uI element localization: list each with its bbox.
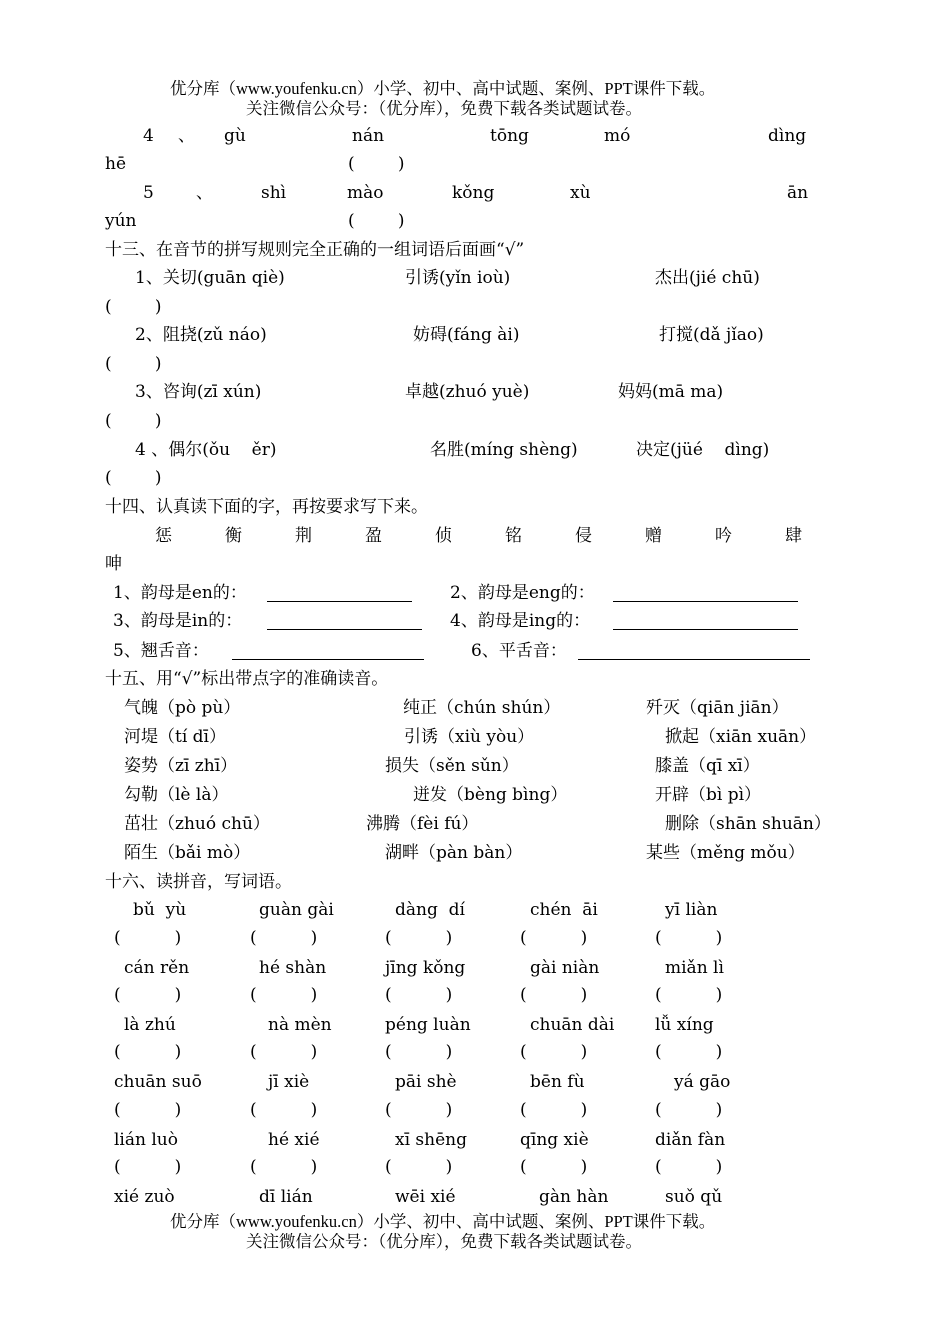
syllable: xù: [570, 183, 591, 203]
reading-option: 勾勒（lè là）: [124, 785, 229, 805]
answer-paren[interactable]: ( ): [385, 1100, 453, 1120]
item-label: 4、韵母是ing的：: [450, 611, 591, 631]
answer-paren[interactable]: ( ): [105, 468, 162, 488]
reading-option: 开辟（bì pì）: [655, 785, 762, 805]
syllable: yún: [105, 211, 137, 231]
syllable: tōng: [490, 126, 529, 146]
answer-paren[interactable]: ( ): [520, 1100, 588, 1120]
char: 呻: [105, 554, 122, 574]
word-option: 3、咨询(zī xún): [135, 382, 262, 402]
word-option: 妨碍(fáng ài): [413, 325, 520, 345]
pinyin-word: nà mèn: [268, 1015, 332, 1035]
reading-option: 迸发（bèng bìng）: [413, 785, 568, 805]
pinyin-word: là zhú: [124, 1015, 176, 1035]
pinyin-word: gàn hàn: [539, 1187, 609, 1207]
word-option: 决定(jüé dìng): [636, 440, 770, 460]
char: 衡: [225, 526, 242, 546]
pinyin-word: gài niàn: [530, 958, 600, 978]
answer-line[interactable]: [267, 586, 412, 602]
pinyin-word: dī lián: [259, 1187, 313, 1207]
pinyin-word: pāi shè: [395, 1072, 457, 1092]
pinyin-word: bēn fù: [530, 1072, 585, 1092]
pinyin-word: péng luàn: [385, 1015, 471, 1035]
word-option: 名胜(míng shèng): [430, 440, 578, 460]
syllable: shì: [261, 183, 287, 203]
answer-paren[interactable]: ( ): [105, 354, 162, 374]
reading-option: 气魄（pò pù）: [124, 698, 241, 718]
reading-option: 引诱（xiù yòu）: [404, 727, 535, 747]
pinyin-word: chuān suō: [114, 1072, 202, 1092]
reading-option: 某些（měng mǒu）: [646, 843, 805, 863]
answer-line[interactable]: [613, 586, 798, 602]
word-option: 引诱(yǐn ioù): [405, 268, 511, 288]
answer-paren[interactable]: ( ): [385, 1042, 453, 1062]
syllable: nán: [352, 126, 385, 146]
pinyin-word: dàng dí: [395, 900, 465, 920]
reading-option: 删除（shān shuān）: [665, 814, 831, 834]
char: 侦: [435, 526, 452, 546]
syllable: dìng: [768, 126, 807, 146]
syllable: gù: [224, 126, 246, 146]
reading-option: 膝盖（qī xī）: [655, 756, 760, 776]
pinyin-word: bǔ yù: [133, 900, 187, 920]
answer-paren[interactable]: ( ): [114, 1157, 182, 1177]
item-label: 2、韵母是eng的：: [450, 583, 595, 603]
answer-paren[interactable]: ( ): [114, 928, 182, 948]
item-label: 3、韵母是in的：: [113, 611, 243, 631]
answer-paren[interactable]: ( ): [385, 928, 453, 948]
reading-option: 河堤（tí dī）: [124, 727, 226, 747]
char: 赠: [645, 526, 662, 546]
word-option: 卓越(zhuó yuè): [405, 382, 530, 402]
word-option: 杰出(jié chū): [655, 268, 760, 288]
pinyin-word: cán rěn: [124, 958, 190, 978]
answer-paren[interactable]: ( ): [250, 1100, 318, 1120]
reading-option: 歼灭（qiān jiān）: [646, 698, 789, 718]
reading-option: 掀起（xiān xuān）: [665, 727, 817, 747]
pinyin-word: jī xiè: [268, 1072, 310, 1092]
pinyin-word: jīng kǒng: [385, 958, 466, 978]
answer-paren[interactable]: ( ): [385, 985, 453, 1005]
item-label: 5、翘舌音：: [113, 641, 209, 661]
reading-option: 陌生（bǎi mò）: [124, 843, 251, 863]
answer-paren[interactable]: ( ): [655, 1042, 723, 1062]
answer-paren[interactable]: ( ): [520, 1157, 588, 1177]
answer-line[interactable]: [578, 644, 810, 660]
pinyin-word: chuān dài: [530, 1015, 615, 1035]
reading-option: 茁壮（zhuó chū）: [124, 814, 270, 834]
pinyin-word: xié zuò: [114, 1187, 175, 1207]
question-number: 5: [143, 183, 154, 203]
pinyin-word: hé xié: [268, 1130, 320, 1150]
answer-line[interactable]: [613, 614, 798, 630]
char: 惩: [155, 526, 172, 546]
answer-paren[interactable]: ( ): [385, 1157, 453, 1177]
footer-line-1: 优分库（www.youfenku.cn）小学、初中、高中试题、案例、PPT课件下载。: [170, 1212, 716, 1231]
pinyin-word: xī shēng: [395, 1130, 467, 1150]
item-label: 6、平舌音：: [471, 641, 567, 661]
separator: 、: [196, 183, 213, 203]
syllable: ān: [787, 183, 809, 203]
char: 吟: [715, 526, 732, 546]
word-option: 1、关切(guān qiè): [135, 268, 285, 288]
pinyin-word: guàn gài: [259, 900, 334, 920]
answer-paren[interactable]: ( ): [105, 411, 162, 431]
separator: 、: [178, 126, 195, 146]
answer-paren[interactable]: ( ): [520, 928, 588, 948]
question-number: 4: [143, 126, 154, 146]
answer-paren[interactable]: ( ): [655, 928, 723, 948]
answer-paren[interactable]: ( ): [348, 211, 405, 231]
pinyin-word: hé shàn: [259, 958, 327, 978]
item-label: 1、韵母是en的：: [113, 583, 247, 603]
answer-paren[interactable]: ( ): [348, 154, 405, 174]
section-16-title: 十六、读拼音，写词语。: [105, 872, 292, 892]
char: 铭: [505, 526, 522, 546]
word-option: 4 、偶尔(ǒu ěr): [135, 440, 277, 460]
char: 荆: [295, 526, 312, 546]
answer-paren[interactable]: ( ): [250, 928, 318, 948]
header-line-2: 关注微信公众号：（优分库），免费下载各类试题试卷。: [246, 99, 642, 118]
pinyin-word: wēi xié: [395, 1187, 456, 1207]
reading-option: 损失（sěn sǔn）: [385, 756, 519, 776]
syllable: mó: [604, 126, 631, 146]
pinyin-word: miǎn lì: [665, 958, 724, 978]
char: 侵: [575, 526, 592, 546]
reading-option: 湖畔（pàn bàn）: [385, 843, 523, 863]
answer-paren[interactable]: ( ): [105, 297, 162, 317]
pinyin-word: chén āi: [530, 900, 598, 920]
footer-line-2: 关注微信公众号：（优分库），免费下载各类试题试卷。: [246, 1232, 642, 1251]
word-option: 2、阻挠(zǔ náo): [135, 325, 267, 345]
section-15-title: 十五、用“√”标出带点字的准确读音。: [105, 669, 389, 689]
char: 盈: [365, 526, 382, 546]
reading-option: 沸腾（fèi fú）: [366, 814, 479, 834]
word-option: 打搅(dǎ jǐao): [659, 325, 764, 345]
answer-paren[interactable]: ( ): [250, 1042, 318, 1062]
reading-option: 姿势（zī zhī）: [124, 756, 238, 776]
section-14-title: 十四、认真读下面的字，再按要求写下来。: [105, 497, 428, 517]
char: 肆: [785, 526, 802, 546]
pinyin-word: yī liàn: [665, 900, 718, 920]
pinyin-word: yá gāo: [674, 1072, 731, 1092]
answer-paren[interactable]: ( ): [655, 1157, 723, 1177]
pinyin-word: suǒ qǔ: [665, 1187, 723, 1207]
pinyin-word: lǚ xíng: [655, 1015, 714, 1035]
header-line-1: 优分库（www.youfenku.cn）小学、初中、高中试题、案例、PPT课件下载。: [170, 79, 716, 98]
section-13-title: 十三、在音节的拼写规则完全正确的一组词语后面画“√”: [105, 240, 525, 260]
pinyin-word: diǎn fàn: [655, 1130, 726, 1150]
answer-paren[interactable]: ( ): [114, 1100, 182, 1120]
syllable: mào: [347, 183, 384, 203]
answer-paren[interactable]: ( ): [114, 985, 182, 1005]
answer-line[interactable]: [232, 644, 424, 660]
pinyin-word: lián luò: [114, 1130, 178, 1150]
answer-line[interactable]: [267, 614, 422, 630]
answer-paren[interactable]: ( ): [114, 1042, 182, 1062]
answer-paren[interactable]: ( ): [250, 1157, 318, 1177]
answer-paren[interactable]: ( ): [655, 1100, 723, 1120]
pinyin-word: qīng xiè: [520, 1130, 589, 1150]
syllable: hē: [105, 154, 127, 174]
word-option: 妈妈(mā ma): [618, 382, 724, 402]
answer-paren[interactable]: ( ): [520, 985, 588, 1005]
answer-paren[interactable]: ( ): [655, 985, 723, 1005]
answer-paren[interactable]: ( ): [520, 1042, 588, 1062]
syllable: kǒng: [452, 183, 495, 203]
answer-paren[interactable]: ( ): [250, 985, 318, 1005]
reading-option: 纯正（chún shún）: [403, 698, 561, 718]
